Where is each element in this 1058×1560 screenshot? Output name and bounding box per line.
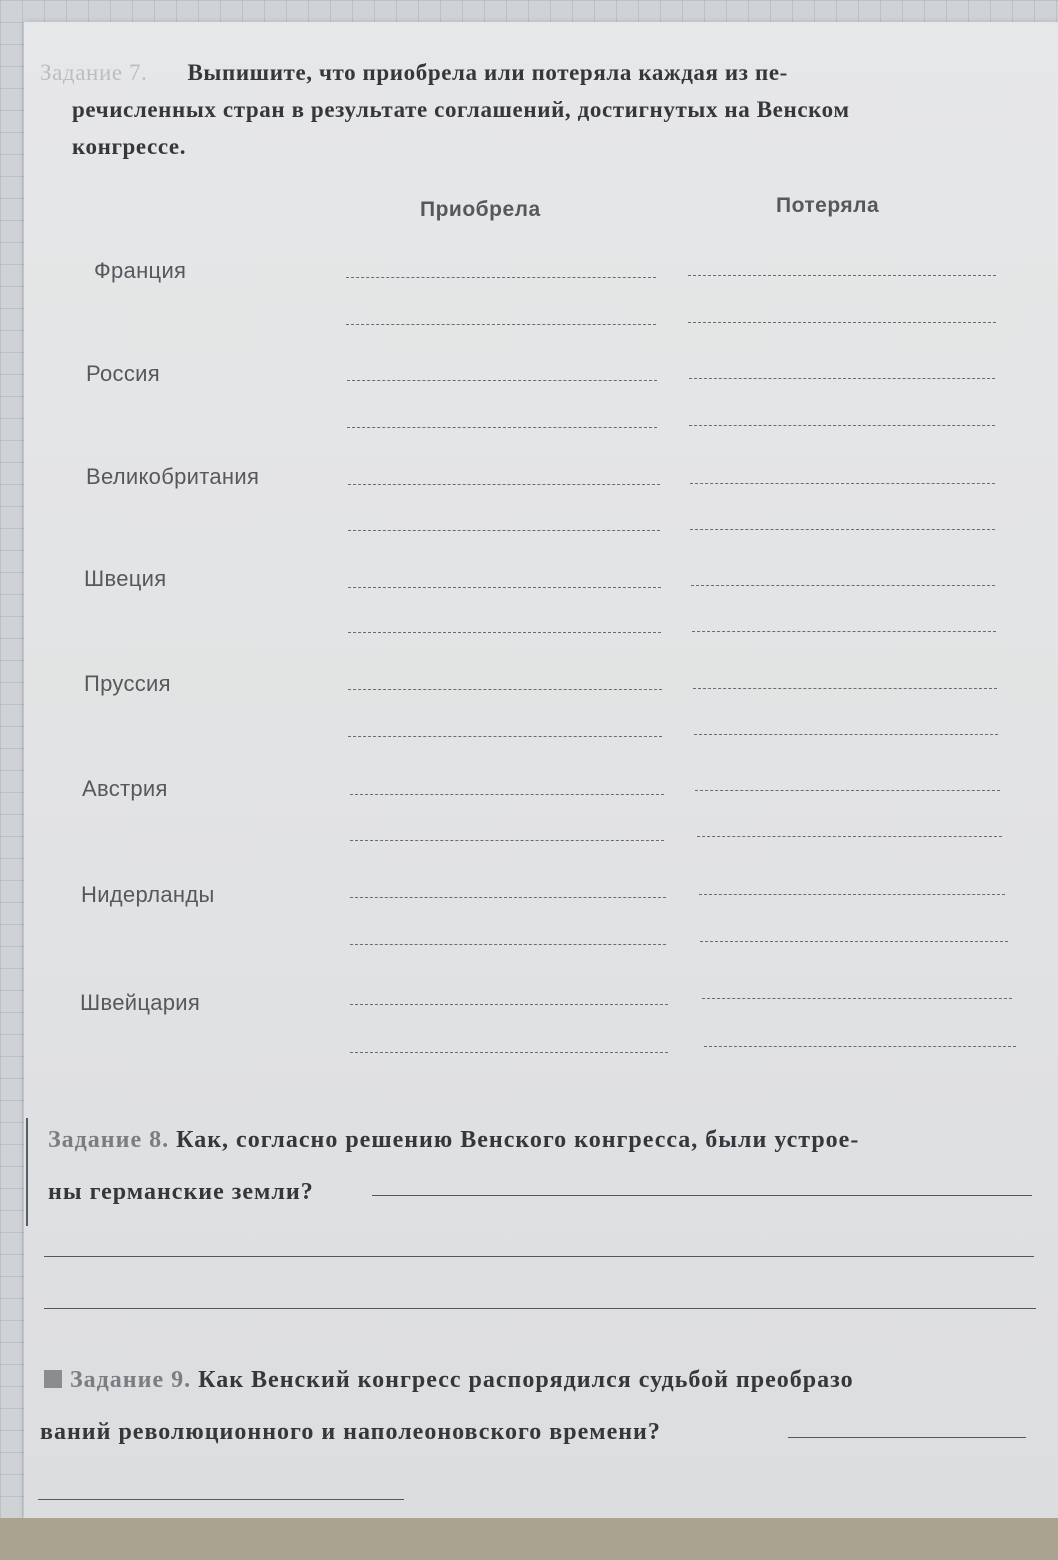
gained-answer-line[interactable]	[350, 1004, 668, 1005]
task7-prefix: Задание 7.	[40, 60, 148, 85]
task9-line2	[40, 1406, 1034, 1458]
lost-answer-line[interactable]	[697, 836, 1002, 837]
column-header-lost: Потеряла	[776, 194, 880, 217]
gained-answer-line[interactable]	[350, 840, 664, 841]
task7-line1	[40, 54, 1030, 91]
lost-answer-line[interactable]	[689, 378, 995, 379]
lost-answer-line[interactable]	[691, 585, 995, 586]
lost-answer-line[interactable]	[692, 631, 996, 632]
task7-text-line3: конгрессе.	[72, 134, 187, 159]
task9-question-line2: ваний революционного и наполеоновского времени?	[40, 1419, 661, 1445]
gained-answer-line[interactable]	[348, 587, 661, 588]
task7-text	[40, 54, 1030, 165]
task8-answer-line[interactable]	[44, 1256, 1034, 1257]
workbook-page	[24, 22, 1058, 1518]
country-label: Швеция	[84, 566, 167, 591]
task9-answer-line[interactable]	[38, 1499, 404, 1500]
lost-answer-line[interactable]	[688, 275, 996, 276]
country-label: Великобритания	[86, 464, 260, 489]
task8-line1	[48, 1114, 1038, 1166]
gained-answer-line[interactable]	[347, 380, 657, 381]
task9-line1	[44, 1354, 1034, 1406]
task7-text-line1: Выпишите, что приобрела или потеряла каждая из пе-	[187, 60, 788, 85]
column-header-gained: Приобрела	[420, 198, 541, 221]
task7-text-line2: речисленных стран в результате соглашений, достигнутых на Венском	[72, 97, 850, 122]
lost-answer-line[interactable]	[695, 790, 1000, 791]
desk-surface	[0, 1518, 1058, 1560]
margin-rule	[26, 1118, 28, 1226]
lost-answer-line[interactable]	[690, 483, 995, 484]
country-label: Австрия	[82, 776, 168, 801]
task9-answer-line[interactable]	[788, 1437, 1026, 1438]
lost-answer-line[interactable]	[700, 941, 1008, 942]
task7-line2	[40, 91, 1030, 128]
gained-answer-line[interactable]	[348, 484, 660, 485]
gained-answer-line[interactable]	[348, 632, 661, 633]
lost-answer-line[interactable]	[702, 998, 1012, 999]
gained-answer-line[interactable]	[347, 427, 657, 428]
task8-label: Задание 8.	[48, 1127, 170, 1153]
task9-question-line1: Как Венский конгресс распорядился судьбой преобразо	[198, 1367, 854, 1393]
task8-question-line2: ны германские земли?	[48, 1179, 314, 1205]
task8-answer-line[interactable]	[44, 1308, 1036, 1309]
task9-block	[40, 1354, 1034, 1458]
lost-answer-line[interactable]	[699, 894, 1005, 895]
gained-answer-line[interactable]	[348, 689, 662, 690]
lost-answer-line[interactable]	[688, 322, 996, 323]
gained-answer-line[interactable]	[346, 324, 656, 325]
country-label: Швейцария	[80, 990, 201, 1015]
task8-block	[48, 1114, 1038, 1218]
task8-question-line1: Как, согласно решению Венского конгресса, были устрое-	[176, 1127, 860, 1153]
task8-line2	[48, 1166, 1038, 1218]
country-label: Франция	[94, 258, 187, 283]
country-label: Нидерланды	[81, 882, 215, 907]
gained-answer-line[interactable]	[346, 277, 656, 278]
task8-answer-line[interactable]	[372, 1195, 1032, 1196]
lost-answer-line[interactable]	[694, 734, 998, 735]
gained-answer-line[interactable]	[350, 1052, 668, 1053]
lost-answer-line[interactable]	[689, 425, 995, 426]
square-marker-icon	[44, 1370, 62, 1388]
gained-answer-line[interactable]	[348, 736, 662, 737]
lost-answer-line[interactable]	[693, 688, 997, 689]
lost-answer-line[interactable]	[690, 529, 995, 530]
gained-answer-line[interactable]	[350, 897, 666, 898]
gained-answer-line[interactable]	[350, 794, 664, 795]
task9-label: Задание 9.	[70, 1367, 192, 1393]
gained-answer-line[interactable]	[348, 530, 660, 531]
gained-answer-line[interactable]	[350, 944, 666, 945]
lost-answer-line[interactable]	[704, 1046, 1016, 1047]
country-label: Россия	[86, 361, 160, 386]
country-label: Пруссия	[84, 671, 171, 696]
task7-line3	[40, 128, 1030, 165]
